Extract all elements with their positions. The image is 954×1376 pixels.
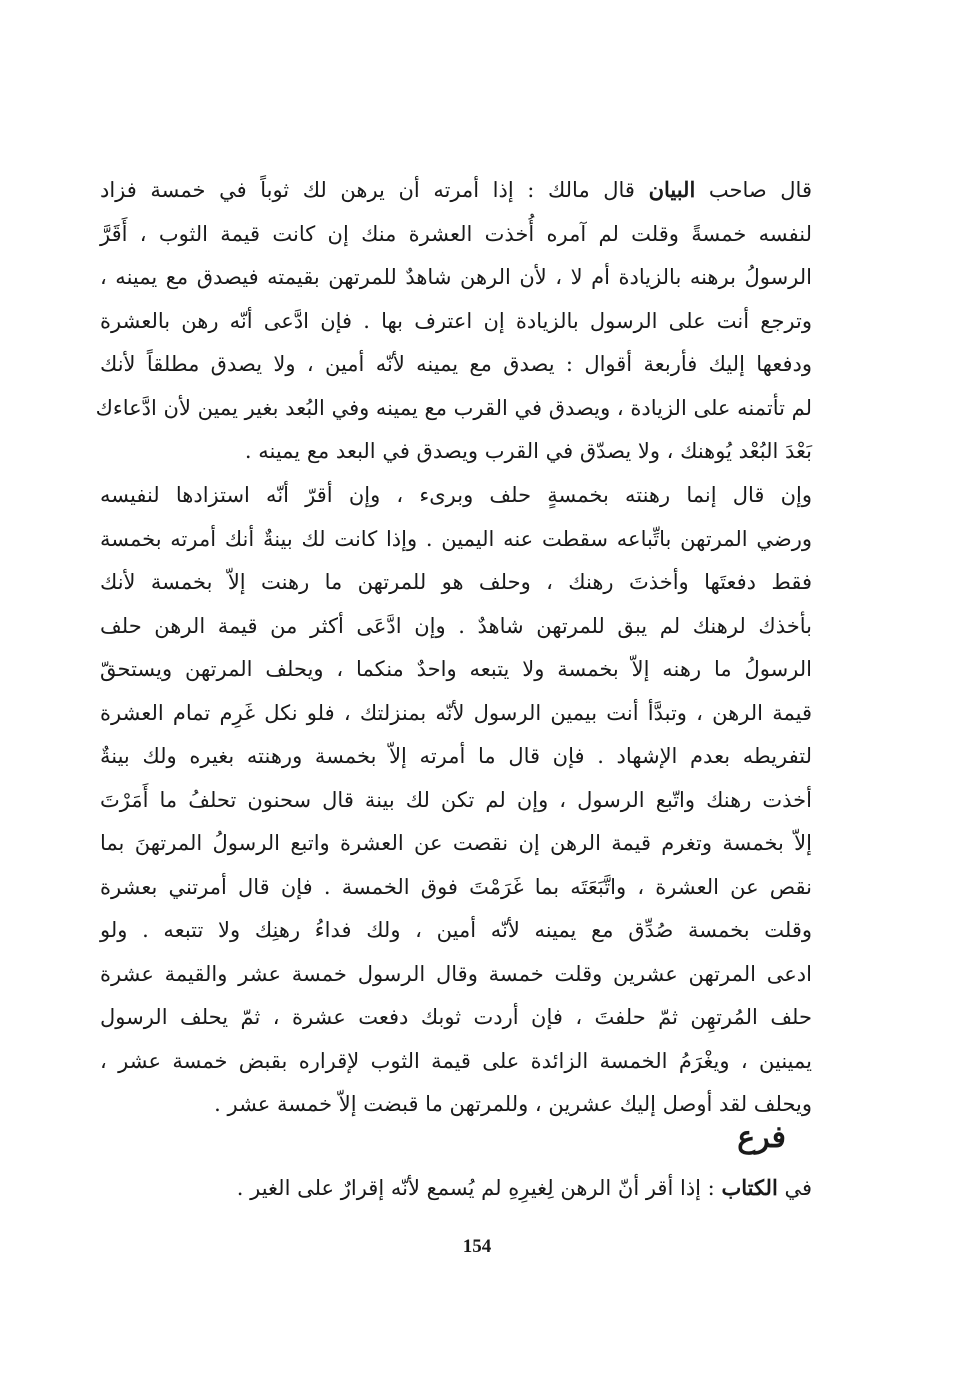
- text-line: أخذت رهنك واتّبع الرسول ، وإن لم تكن لك بينة قال سحنون تحلفُ ما أَمَرْتَ: [100, 787, 812, 812]
- text-line: لتفريطه بعدم الإشهاد . فإن قال ما أمرته إلاّ بخمسة ورهنته بغيره ولك بينةٌ: [100, 744, 812, 768]
- text-line: بأخذك لرهنك لم يبق للمرتهن شاهدٌ . وإن ادَّعَى أكثر من قيمة الرهن حلف: [100, 613, 812, 638]
- text-line: الرسولُ برهنه بالزيادة أم لا ، لأن الرهن شاهدٌ للمرتهن بقيمته فيصدق مع يمينه ،: [100, 265, 812, 289]
- text-line: فقط دفعتَها وأخذتَ رهنك ، وحلف هو للمرتهن ما رهنت إلاّ بخمسة لأنك: [100, 570, 812, 594]
- text-line: ورضي المرتهن باتِّباعه سقطت عنه اليمين . وإذا كانت لك بينةٌ أنك أمرته بخمسة: [100, 526, 812, 551]
- text-line: ادعى المرتهن عشرين وقلت خمسة وقال الرسول خمسة عشر والقيمة عشرة: [100, 961, 812, 986]
- text-line: لنفسه خمسةً وقلت لم آمره أُخذت العشرة منك إن كانت قيمة الثوب ، أَقَرَّ: [100, 221, 812, 246]
- page-number: 154: [462, 1236, 492, 1257]
- text-line: قيمة الرهن ، وتبدَّأ أنت بيمين الرسول لأنّه بمنزلتك ، فلو نكل غَرِم تمام العشرة: [100, 700, 812, 725]
- text-line: لم تأتمنه على الزيادة ، ويصدق في القرب مع يمينه وفي البُعد بغير يمين لأن ادَّعاءك: [95, 395, 812, 420]
- paragraph-1: [95, 168, 812, 474]
- bold-term: البيان: [648, 177, 696, 202]
- text-line: وإن قال إنما رهنته بخمسةٍ حلف وبرىء ، وإن أقرّ أنّه استزادها لنفيسه: [100, 483, 812, 507]
- text-line: نقص عن العشرة ، واتَّبَعَتَه بما غَرَمْتَ فوق الخمسة . فإن قال أمرتني بعشرة: [100, 874, 812, 899]
- text-line: إلاّ بخمسة وتغرم قيمة الرهن إن نقصت عن العشرة واتبع الرسولُ المرتهنَ بما: [100, 831, 812, 855]
- text-line: وقلت بخمسة صُدِّق مع يمينه لأنّه أمين ، ولك فداءُ رهنِك ولا تتبعه . ولو: [100, 918, 812, 942]
- section-body: في الكتاب : إذا أقر أنّ الرهن لِغيرِهِ لم يُسمع لأنّه إقرارٌ على الغير .: [236, 1175, 812, 1200]
- section-heading: فرع: [737, 1120, 786, 1155]
- text-line: حلف المُرتهِن ثمّ حلفتَ ، فإن أردت ثوبك دفعت عشرة ، ثمّ يحلف الرسول: [100, 1005, 812, 1029]
- text-line: ويحلف لقد أوصل إليك عشرين ، وللمرتهن ما قبضت إلاّ خمسة عشر .: [214, 1092, 812, 1116]
- text-line: يمينين ، ويغْرَمُ الخمسة الزائدة على قيمة الثوب لإقراره بقبض خمسة عشر ،: [100, 1048, 812, 1073]
- bold-term: الكتاب: [721, 1175, 778, 1200]
- text-line: قال صاحب البيان قال مالك : إذا أمرته أن يرهن لك ثوباً في خمسة فزاد: [100, 177, 812, 202]
- text-line: بَعْدَ البُعْد يُوهنك ، ولا يصدّق في القرب ويصدق في البعد مع يمينه .: [244, 439, 812, 463]
- text-line: وترجع أنت على الرسول بالزيادة إن اعترف بها . فإن ادَّعى أنّه رهن بالعشرة: [100, 308, 812, 333]
- paragraph-2: [100, 474, 812, 1127]
- text-line: الرسولُ ما رهنه إلاّ بخمسة ولا يتبعه واحدٌ منكما ، ويحلف المرتهن ويستحقّ: [100, 657, 812, 681]
- text-line: ودفعها إليك فأربعة أقوال : يصدق مع يمينه لأنّه أمين ، ولا يصدق مطلقاً لأنك: [100, 352, 812, 376]
